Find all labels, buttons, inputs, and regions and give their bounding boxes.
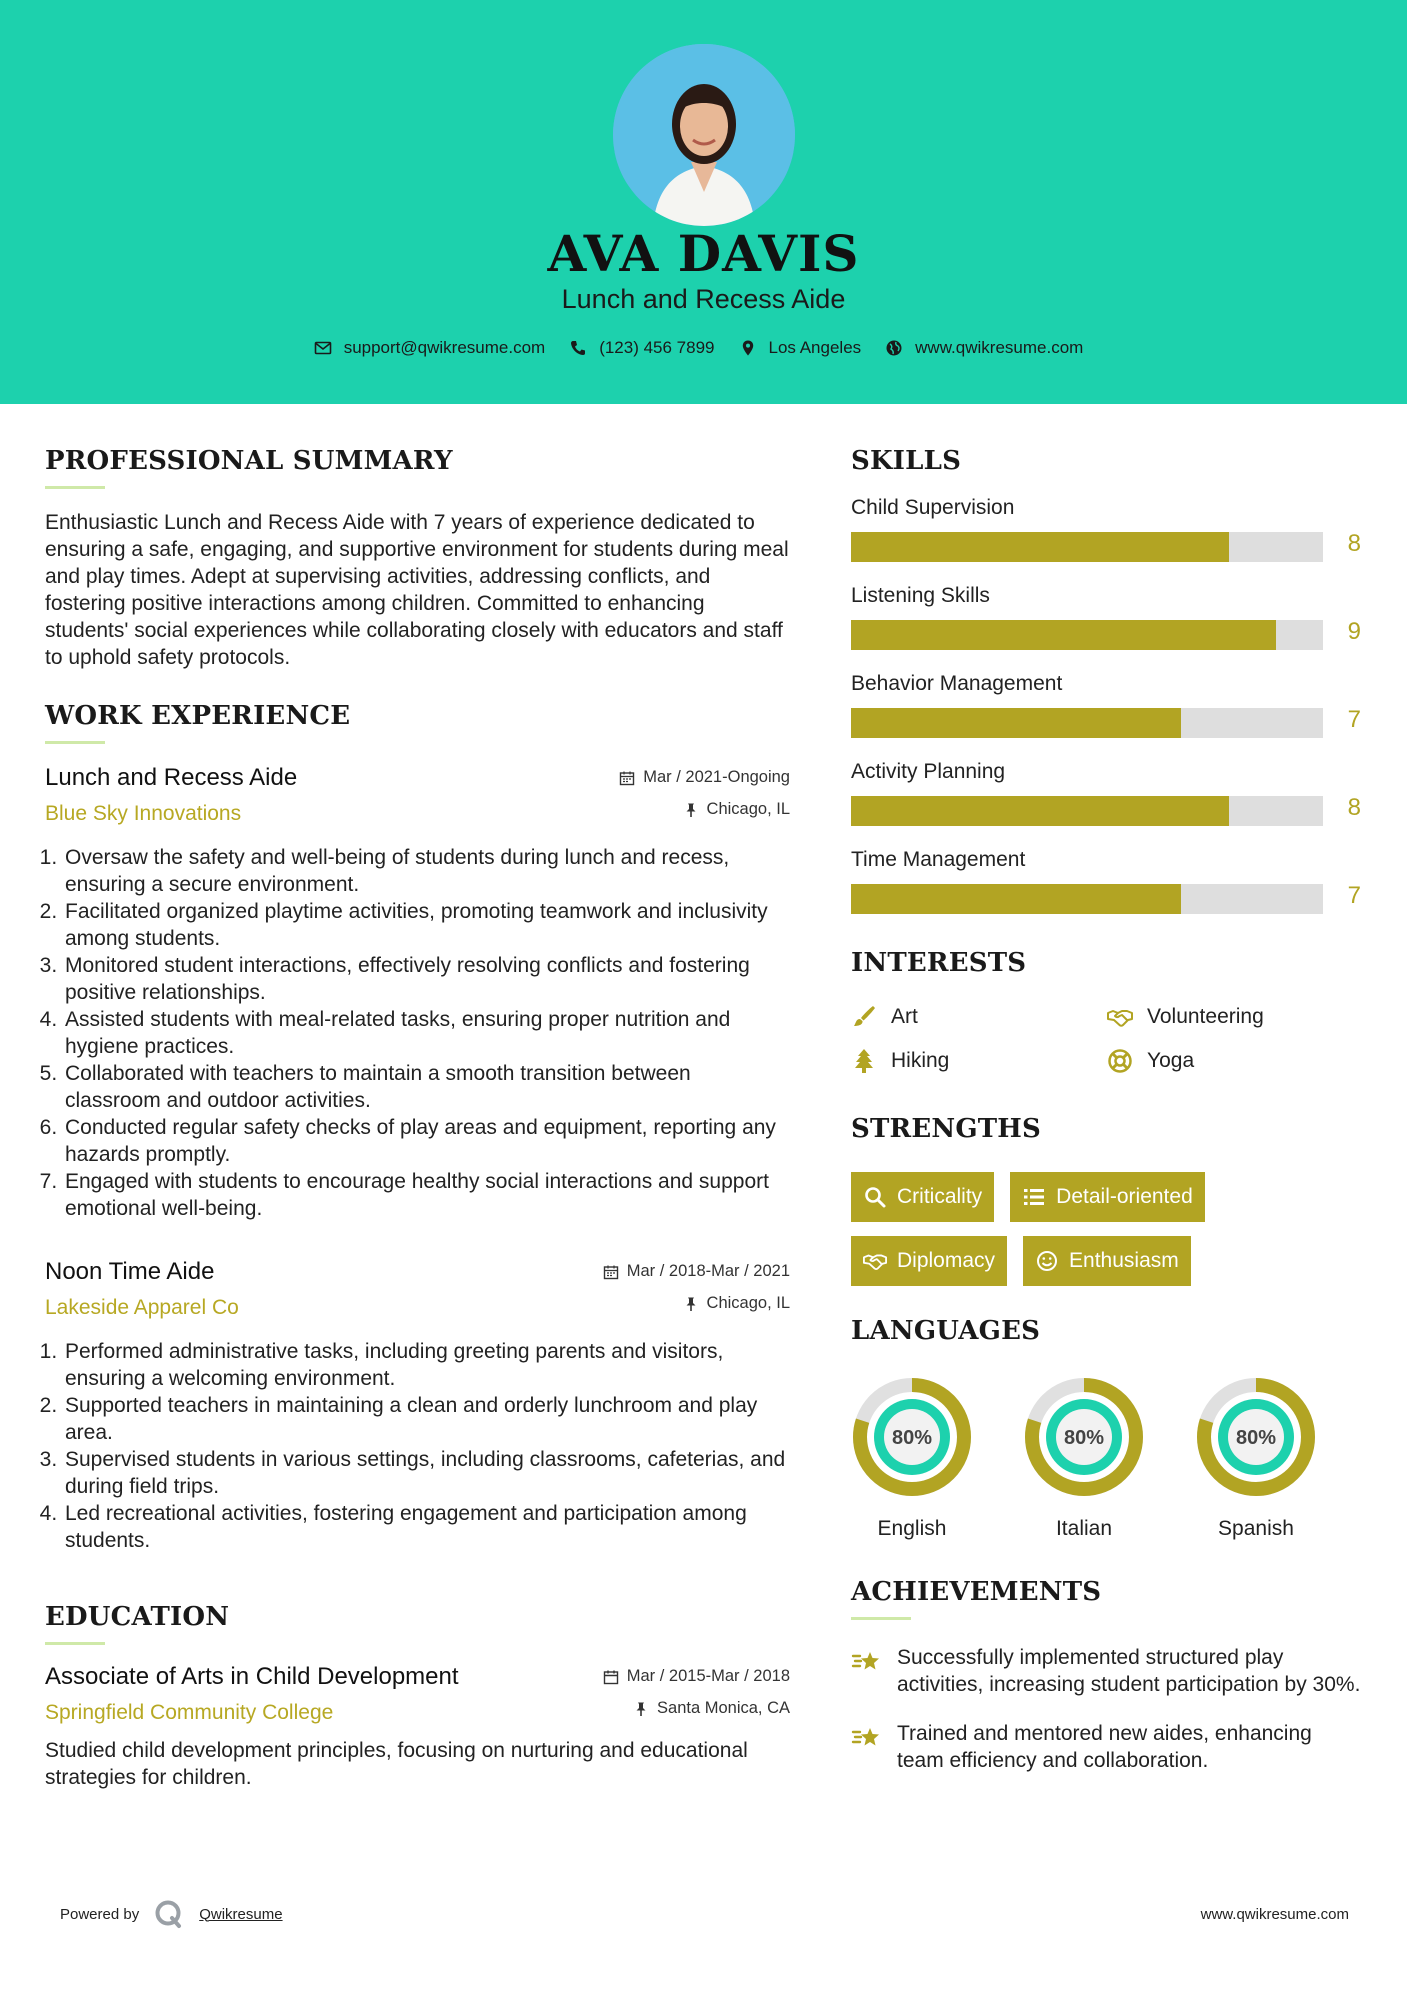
language-item	[1023, 1376, 1145, 1541]
duty-item: 3. Supervised students in various settings, including classrooms, cafeterias, and during field trips.	[63, 1446, 790, 1500]
duty-item: 2. Supported teachers in maintaining a clean and orderly lunchroom and play area.	[63, 1392, 790, 1446]
education-location	[633, 1699, 790, 1718]
footer-website[interactable]: www.qwikresume.com	[1200, 1906, 1349, 1923]
achievements-section	[851, 1577, 1361, 1774]
skill-bar-fill	[851, 532, 1229, 562]
strength-badge	[1010, 1172, 1205, 1222]
duties-list	[45, 844, 790, 1222]
job-location	[683, 1294, 790, 1313]
skill-bar-track	[851, 884, 1323, 914]
strength-label: Detail-oriented	[1056, 1185, 1193, 1208]
skill-value: 7	[1347, 882, 1361, 909]
smile-icon	[1035, 1249, 1059, 1273]
education-dates	[603, 1667, 790, 1686]
skill-bar-track	[851, 532, 1323, 562]
qwikresume-link[interactable]: Qwikresume	[199, 1905, 283, 1923]
skill-row	[851, 760, 1361, 826]
education-entry	[45, 1663, 790, 1791]
handshake-icon	[863, 1249, 887, 1273]
profile-photo	[613, 44, 795, 226]
trophy-star-icon	[851, 1722, 883, 1754]
paintbrush-icon	[851, 1004, 877, 1030]
achievement-text: Trained and mentored new aides, enhancing team efficiency and collaboration.	[897, 1722, 1312, 1772]
skill-value: 9	[1347, 618, 1361, 645]
duty-item: 5. Collaborated with teachers to maintain a smooth transition between classroom and outdoor activities.	[63, 1060, 790, 1114]
skill-bar-fill	[851, 884, 1181, 914]
footer-powered-by	[60, 1898, 283, 1930]
skill-label: Listening Skills	[851, 584, 990, 607]
job-title: Noon Time Aide	[45, 1258, 215, 1285]
job-location	[683, 800, 790, 819]
website-text: www.qwikresume.com	[915, 338, 1084, 357]
duty-item: 4. Led recreational activities, fostering engagement and participation among students.	[63, 1500, 790, 1554]
contact-location	[739, 338, 862, 358]
phone-text: (123) 456 7899	[599, 338, 715, 357]
job-location-text: Chicago, IL	[706, 1294, 790, 1312]
language-percent: 80%	[891, 1427, 933, 1449]
achievement-item	[851, 1720, 1361, 1774]
job-title: Lunch and Recess Aide	[45, 764, 298, 791]
lifebuoy-icon	[1107, 1048, 1133, 1074]
education-dates-text: Mar / 2015-Mar / 2018	[626, 1667, 790, 1685]
phone-icon	[569, 339, 587, 357]
tree-icon	[851, 1048, 877, 1074]
qwikresume-logo-icon	[153, 1898, 185, 1930]
strength-badge	[851, 1172, 994, 1222]
location-text: Los Angeles	[768, 338, 862, 357]
language-ring	[851, 1376, 973, 1498]
interest-label: Art	[891, 1005, 918, 1028]
school-name: Springfield Community College	[45, 1701, 334, 1724]
interest-label: Volunteering	[1147, 1005, 1264, 1028]
pushpin-icon	[683, 802, 699, 818]
left-column	[45, 446, 790, 1791]
skills-section	[851, 446, 1361, 914]
skill-label: Activity Planning	[851, 760, 1006, 783]
candidate-role: Lunch and Recess Aide	[561, 284, 846, 314]
skill-label: Child Supervision	[851, 496, 1015, 519]
envelope-icon	[314, 339, 332, 357]
duty-item: 4. Assisted students with meal-related tasks, ensuring proper nutrition and hygiene practices.	[63, 1006, 790, 1060]
strengths-title: STRENGTHS	[851, 1114, 1042, 1144]
interest-item	[851, 1004, 1107, 1030]
title-divider	[45, 1642, 105, 1645]
interest-label: Hiking	[891, 1049, 950, 1072]
languages-section	[851, 1316, 1361, 1541]
interest-item	[1107, 1048, 1363, 1074]
skill-row	[851, 584, 1361, 650]
strength-label: Enthusiasm	[1069, 1249, 1179, 1272]
handshake-icon	[1107, 1004, 1133, 1030]
skill-label: Behavior Management	[851, 672, 1063, 695]
language-item	[1195, 1376, 1317, 1541]
education-section	[45, 1602, 790, 1791]
contact-website[interactable]	[885, 338, 1083, 358]
interests-title: INTERESTS	[851, 948, 1027, 978]
language-ring	[1195, 1376, 1317, 1498]
duty-item: 1. Performed administrative tasks, including greeting parents and visitors, ensuring a welcoming environment.	[63, 1338, 790, 1392]
skill-row	[851, 672, 1361, 738]
person-portrait-icon	[613, 44, 795, 226]
resume-header	[0, 0, 1407, 404]
pushpin-icon	[633, 1701, 649, 1717]
language-name: Italian	[1055, 1517, 1113, 1540]
skill-bar-fill	[851, 620, 1276, 650]
skill-value: 8	[1347, 530, 1361, 557]
title-divider	[45, 741, 105, 744]
calendar-icon	[619, 770, 635, 786]
strength-badge	[851, 1236, 1007, 1286]
duties-list	[45, 1338, 790, 1554]
summary-title: PROFESSIONAL SUMMARY	[45, 446, 453, 476]
right-column	[851, 446, 1361, 1774]
education-description: Studied child development principles, focusing on nurturing and educational strategies for children.	[45, 1739, 748, 1789]
title-divider	[851, 1617, 911, 1620]
degree-name: Associate of Arts in Child Development	[45, 1663, 459, 1690]
calendar-icon	[603, 1264, 619, 1280]
strength-label: Diplomacy	[897, 1249, 996, 1272]
language-item	[851, 1376, 973, 1541]
skill-bar-fill	[851, 708, 1181, 738]
skill-row	[851, 496, 1361, 562]
language-name: Spanish	[1218, 1517, 1294, 1540]
skills-title: SKILLS	[851, 446, 962, 476]
strength-label: Criticality	[897, 1185, 983, 1208]
language-ring	[1023, 1376, 1145, 1498]
calendar-icon	[603, 1669, 619, 1685]
duty-item: 3. Monitored student interactions, effectively resolving conflicts and fostering positive relationships.	[63, 952, 790, 1006]
experience-section	[45, 701, 790, 1554]
job-dates-text: Mar / 2018-Mar / 2021	[626, 1262, 790, 1280]
contact-email[interactable]	[314, 338, 546, 358]
skill-bar-track	[851, 708, 1323, 738]
interest-item	[1107, 1004, 1363, 1030]
email-text: support@qwikresume.com	[343, 338, 546, 357]
title-divider	[45, 486, 105, 489]
achievement-text: Successfully implemented structured play activities, increasing student participation by 30%.	[897, 1646, 1361, 1696]
duty-item: 7. Engaged with students to encourage healthy social interactions and support emotional well-being.	[63, 1168, 790, 1222]
job-dates-text: Mar / 2021-Ongoing	[643, 768, 790, 786]
languages-title: LANGUAGES	[851, 1316, 1041, 1346]
strength-badge	[1023, 1236, 1191, 1286]
language-percent: 80%	[1063, 1427, 1105, 1449]
duty-item: 6. Conducted regular safety checks of play areas and equipment, reporting any hazards promptly.	[63, 1114, 790, 1168]
job-entry	[45, 764, 790, 1222]
list-icon	[1022, 1185, 1046, 1209]
duty-item: 1. Oversaw the safety and well-being of students during lunch and recess, ensuring a secure environment.	[63, 844, 790, 898]
skill-value: 8	[1347, 794, 1361, 821]
job-location-text: Chicago, IL	[706, 800, 790, 818]
pushpin-icon	[683, 1296, 699, 1312]
skill-bar-fill	[851, 796, 1229, 826]
map-pin-icon	[739, 339, 757, 357]
skill-bar-track	[851, 620, 1323, 650]
education-location-text: Santa Monica, CA	[657, 1699, 790, 1717]
globe-icon	[885, 339, 903, 357]
duty-item: 2. Facilitated organized playtime activities, promoting teamwork and inclusivity among students.	[63, 898, 790, 952]
language-name: English	[877, 1517, 947, 1540]
experience-title: WORK EXPERIENCE	[45, 701, 351, 731]
contact-phone[interactable]	[569, 338, 714, 358]
interest-item	[851, 1048, 1107, 1074]
interest-label: Yoga	[1147, 1049, 1195, 1072]
company-name: Blue Sky Innovations	[45, 802, 242, 825]
contact-bar	[0, 338, 1407, 358]
skill-value: 7	[1347, 706, 1361, 733]
interests-section	[851, 948, 1361, 1074]
job-entry	[45, 1258, 790, 1554]
language-percent: 80%	[1235, 1427, 1277, 1449]
search-icon	[863, 1185, 887, 1209]
achievement-item	[851, 1644, 1361, 1698]
achievements-title: ACHIEVEMENTS	[851, 1577, 1102, 1607]
summary-text: Enthusiastic Lunch and Recess Aide with 7 years of experience dedicated to ensuring a safe, engaging, and supportive environment for students during meal and play times. Adept at supervising activities, addressing conflicts, and fostering positive interactions among children. Committed to enhancing students' social experiences while collaborating closely with educators and staff to uphold safety protocols.	[45, 511, 789, 669]
skill-label: Time Management	[851, 848, 1026, 871]
skill-bar-track	[851, 796, 1323, 826]
summary-section	[45, 446, 790, 671]
job-dates	[619, 768, 790, 787]
candidate-name: AVA DAVIS	[547, 224, 860, 283]
job-dates	[603, 1262, 790, 1281]
education-title: EDUCATION	[45, 1602, 230, 1632]
powered-by-text: Powered by	[60, 1905, 140, 1923]
trophy-star-icon	[851, 1646, 883, 1678]
company-name: Lakeside Apparel Co	[45, 1296, 239, 1319]
strengths-section	[851, 1114, 1361, 1286]
skill-row	[851, 848, 1361, 914]
